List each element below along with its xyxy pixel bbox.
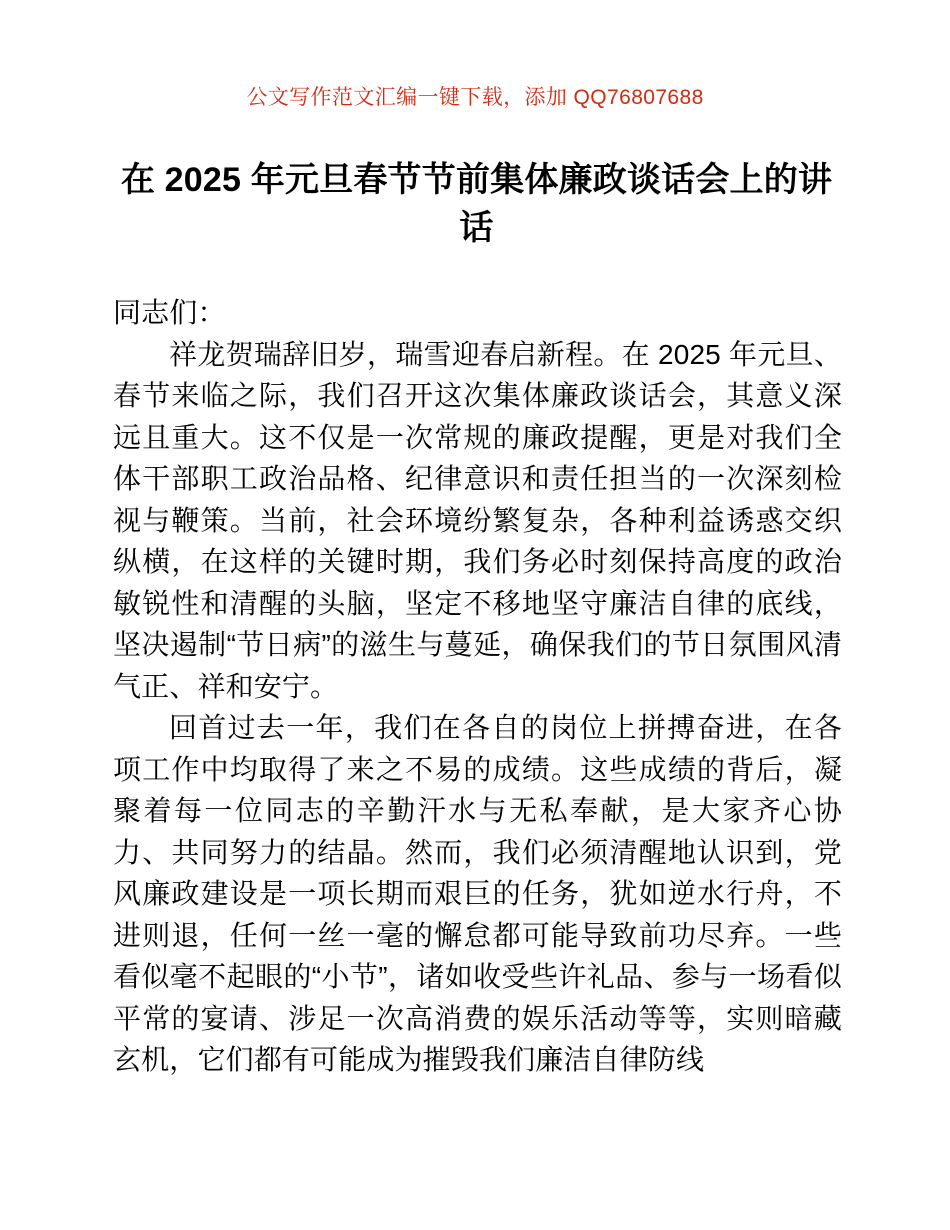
document-body [113,292,842,1081]
body-paragraph-2: 回首过去一年，我们在各自的岗位上拼搏奋进，在各项工作中均取得了来之不易的成绩。这些成绩的背后，凝聚着每一位同志的辛勤汗水与无私奉献，是大家齐心协力、共同努力的结晶。然而，我们必须清醒地认识到，党风廉政建设是一项长期而艰巨的任务，犹如逆水行舟，不进则退，任何一丝一毫的懈怠都可能导致前功尽弃。一些看似毫不起眼的“小节”，诸如收受些许礼品、参与一场看似平常的宴请、涉足一次高消费的娱乐活动等等，实则暗藏玄机，它们都有可能成为摧毁我们廉洁自律防线 [113,712,842,1075]
promo-header-text: 公文写作范文汇编一键下载，添加 QQ76807688 [246,86,704,109]
salutation-paragraph: 同志们： [113,297,226,328]
body-paragraph-1: 祥龙贺瑞辞旧岁，瑞雪迎春启新程。在 2025 年元旦、春节来临之际，我们召开这次集体廉政谈话会，其意义深远且重大。这不仅是一次常规的廉政提醒，更是对我们全体干部职工政治品格、纪律意识和责任担当的一次深刻检视与鞭策。当前，社会环境纷繁复杂，各种利益诱惑交织纵横，在这样的关键时期，我们务必时刻保持高度的政治敏锐性和清醒的头脑，坚定不移地坚守廉洁自律的底线，坚决遏制“节日病”的滋生与蔓延，确保我们的节日氛围风清气正、祥和安宁。 [113,338,842,702]
promo-header [0,84,950,112]
page-title: 在 2025 年元旦春节节前集体廉政谈话会上的讲话 [120,161,833,247]
